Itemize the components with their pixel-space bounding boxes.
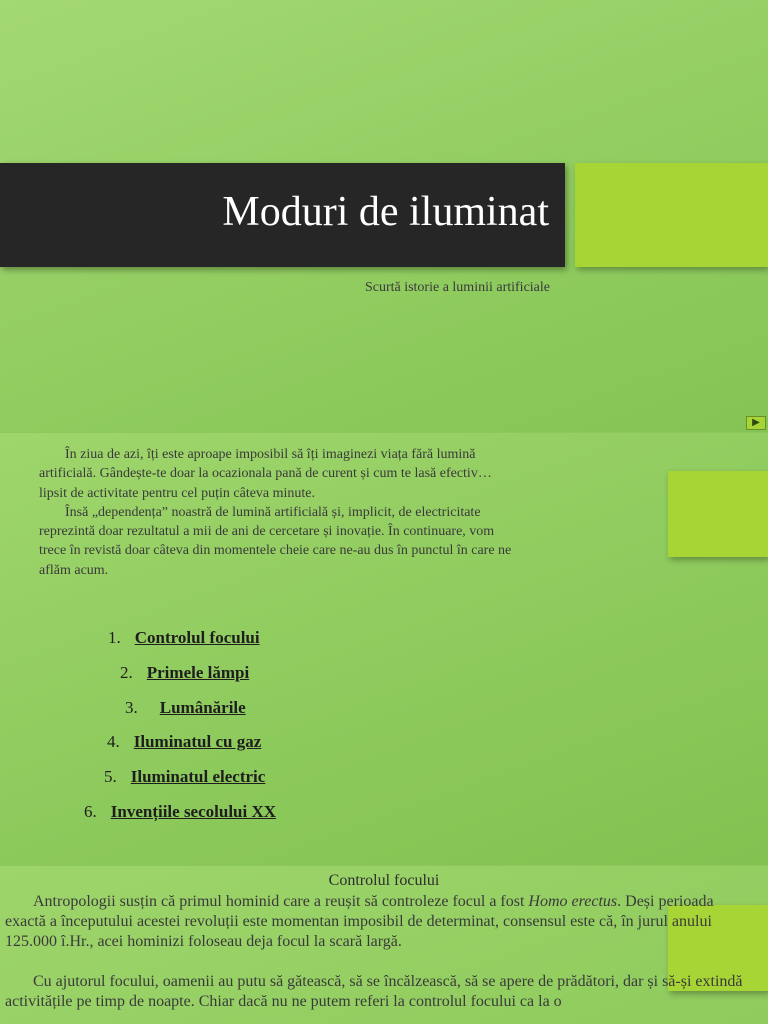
- toc-link-iluminatul-electric[interactable]: Iluminatul electric: [130, 767, 266, 786]
- intro-paragraph: Însă „dependența” noastră de lumină artificială și, implicit, de electricitate reprezintă doar rezultatul a mii de ani de cercetare și inovație. În continuare, vom trece în revistă doar câteva din momentele cheie care ne-au dus în punctul în care ne aflăm acum.: [39, 504, 512, 578]
- toc-item: [107, 732, 261, 752]
- toc-number: 5.: [104, 767, 117, 786]
- intro-paragraph: În ziua de azi, îți este aproape imposibil să îți imaginezi viața fără lumină artificială. Gândește-te doar la ocazionala pană de curent și cum te lasă efectiv… lipsit de activitate pentru cel puțin câteva minute.: [39, 447, 492, 501]
- toc-number: 1.: [108, 628, 121, 647]
- body-paragraph: [5, 892, 750, 952]
- content-slide: [0, 866, 768, 1024]
- title-slide: [0, 0, 768, 432]
- intro-text: [39, 445, 517, 580]
- toc-item: [125, 698, 246, 718]
- play-arrow-icon[interactable]: ▶: [746, 416, 766, 430]
- toc-item: [104, 767, 265, 787]
- accent-block: [575, 163, 768, 267]
- toc-link-inventiile-secolului-xx[interactable]: Invențiile secolului XX: [110, 802, 277, 821]
- section-heading: Controlul focului: [328, 872, 440, 889]
- toc-number: 3.: [125, 698, 138, 717]
- toc-link-primele-lampi[interactable]: Primele lămpi: [146, 663, 250, 682]
- body-text: . Deși perioada exactă a începutului acestei revoluții este momentan imposibil de determinat, consensul este că, în jurul anului 125.000 î.Hr., acei hominizi foloseau deja focul la scară largă.: [5, 893, 714, 950]
- toc-item: [108, 628, 260, 648]
- toc-number: 4.: [107, 732, 120, 751]
- title-bar: [0, 163, 565, 267]
- toc-link-iluminatul-cu-gaz[interactable]: Iluminatul cu gaz: [133, 732, 262, 751]
- page-subtitle: Scurtă istorie a luminii artificiale: [364, 280, 550, 295]
- section-body: [5, 892, 750, 1012]
- toc-item: [120, 663, 249, 683]
- toc-link-controlul-focului[interactable]: Controlul focului: [134, 628, 260, 647]
- accent-block: [668, 471, 768, 557]
- toc-item: [84, 802, 276, 822]
- body-paragraph: Cu ajutorul focului, oamenii au putu să gătească, să se încălzească, să se apere de prădători, dar și să-și extindă activitățile pe timp de noapte. Chiar dacă nu ne putem referi la controlul focului ca la o: [5, 973, 743, 1010]
- species-name: Homo erectus: [528, 893, 618, 910]
- body-text: Antropologii susțin că primul hominid care a reușit să controleze focul a fost: [33, 893, 529, 910]
- toc-number: 6.: [84, 802, 97, 821]
- page-title: Moduri de iluminat: [222, 189, 549, 235]
- toc-number: 2.: [120, 663, 133, 682]
- intro-slide: [0, 433, 768, 865]
- toc-link-lumanarile[interactable]: Lumânările: [159, 698, 246, 717]
